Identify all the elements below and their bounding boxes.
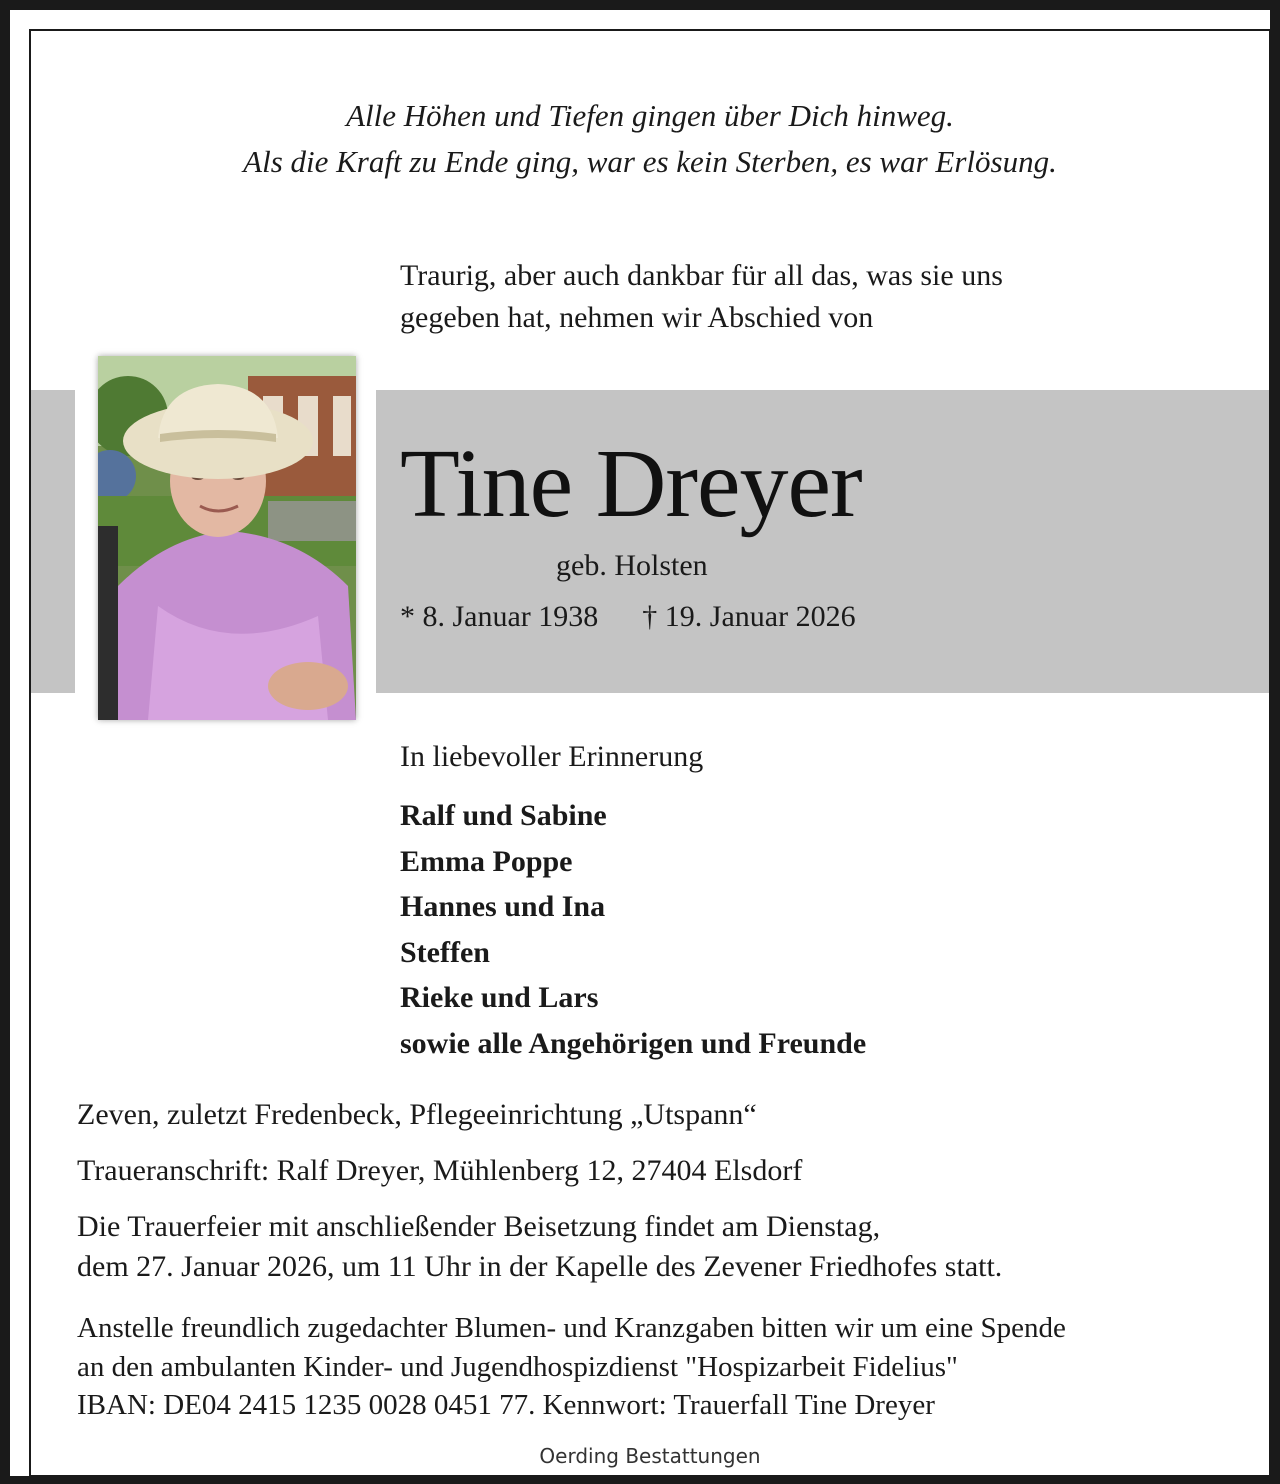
motto-line-2: Als die Kraft zu Ende ging, war es kein Sterben, es war Erlösung. <box>243 144 1057 179</box>
motto-line-1: Alle Höhen und Tiefen gingen über Dich hinweg. <box>346 98 954 133</box>
mourner-name: Steffen <box>400 935 490 969</box>
donation-line-2: an den ambulanten Kinder- und Jugendhospizdienst "Hospizarbeit Fidelius" <box>77 1350 958 1383</box>
donation-request <box>77 1309 1066 1425</box>
mourner-name: sowie alle Angehörigen und Freunde <box>400 1026 867 1060</box>
portrait-photo <box>98 356 356 720</box>
deceased-name: Tine Dreyer <box>400 430 862 538</box>
birth-date: * 8. Januar 1938 <box>400 600 599 633</box>
maiden-name: geb. Holsten <box>556 549 708 582</box>
donation-line-1: Anstelle freundlich zugedachter Blumen- und Kranzgaben bitten wir um eine Spende <box>77 1312 1066 1344</box>
portrait-image <box>98 356 356 720</box>
motto-quote <box>31 93 1269 185</box>
funeral-info <box>77 1095 1002 1287</box>
intro-line-1: Traurig, aber auch dankbar für all das, was sie uns <box>400 259 1003 292</box>
obituary-frame <box>29 29 1271 1477</box>
intro-text <box>400 255 1003 339</box>
memory-line: In liebevoller Erinnerung <box>400 740 704 773</box>
mourners-list <box>400 793 866 1067</box>
place-line: Zeven, zuletzt Fredenbeck, Pflegeeinrichtung „Utspann“ <box>77 1098 757 1131</box>
ceremony-line-1: Die Trauerfeier mit anschließender Beisetzung findet am Dienstag, <box>77 1210 881 1243</box>
mourning-address: Traueranschrift: Ralf Dreyer, Mühlenberg 12, 27404 Elsdorf <box>77 1154 803 1187</box>
ceremony-line-2: dem 27. Januar 2026, um 11 Uhr in der Kapelle des Zevener Friedhofes statt. <box>77 1250 1003 1283</box>
mourner-name: Hannes und Ina <box>400 890 606 924</box>
mourner-name: Rieke und Lars <box>400 981 599 1015</box>
name-band-left <box>31 390 75 693</box>
obituary-page <box>10 10 1270 1476</box>
death-date: † 19. Januar 2026 <box>642 600 856 633</box>
donation-line-3: IBAN: DE04 2415 1235 0028 0451 77. Kennwort: Trauerfall Tine Dreyer <box>77 1389 935 1421</box>
mourner-name: Emma Poppe <box>400 844 573 878</box>
intro-line-2: gegeben hat, nehmen wir Abschied von <box>400 301 874 334</box>
funeral-home-credit: Oerding Bestattungen <box>539 1444 761 1468</box>
life-dates <box>400 597 856 637</box>
mourner-name: Ralf und Sabine <box>400 799 607 832</box>
